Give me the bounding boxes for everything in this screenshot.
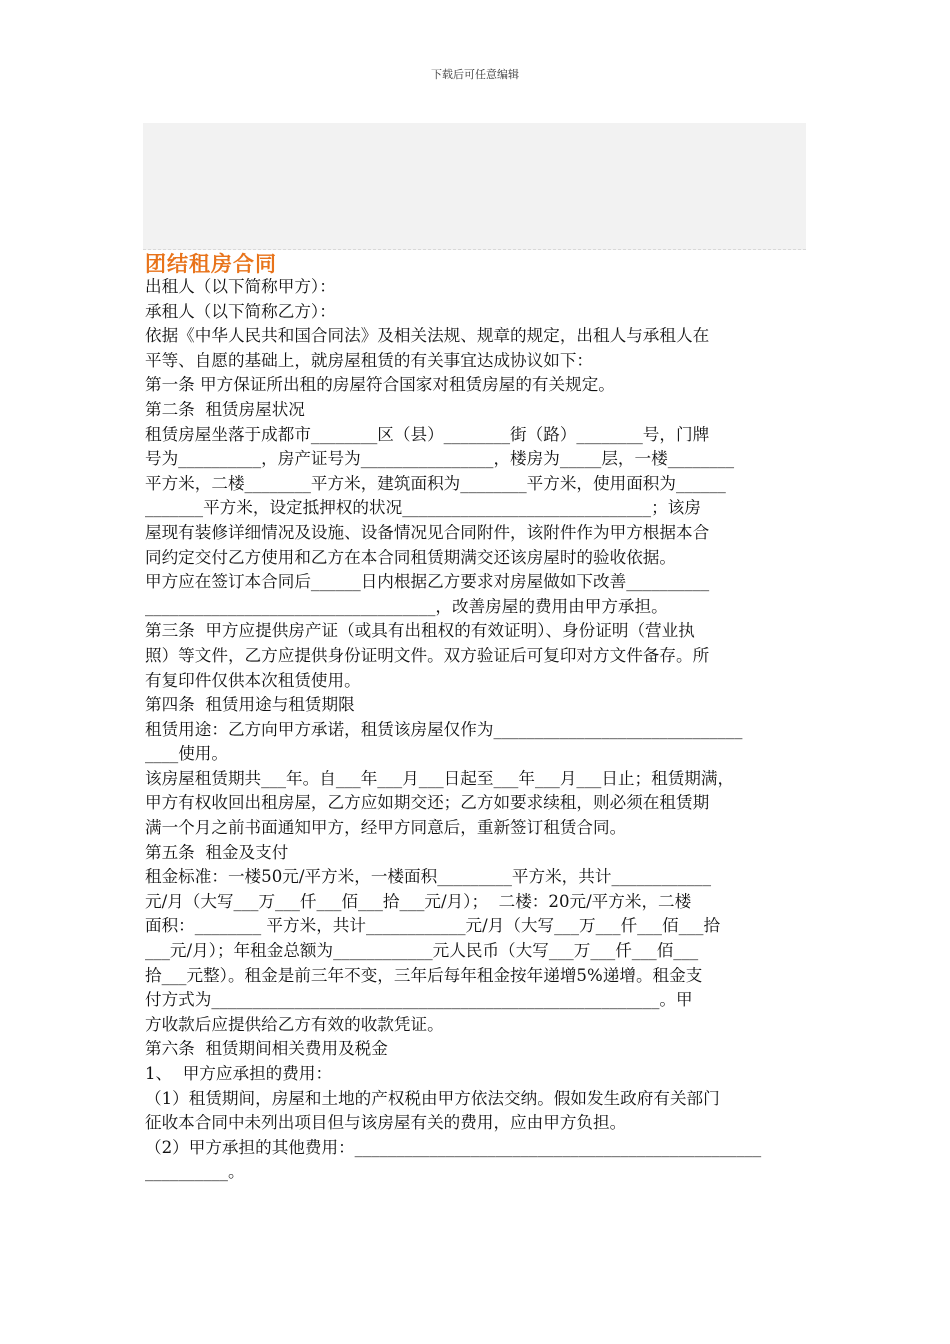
contract-line: （1）租赁期间，房屋和土地的产权税由甲方依法交纳。假如发生政府有关部门 — [145, 1088, 720, 1108]
contract-line: 号为__________，房产证号为________________，楼房为_____层，一楼________ — [145, 449, 735, 469]
contract-line: ___元/月）；年租金总额为____________元人民币（大写___万___仟___佰___ — [145, 941, 699, 961]
contract-line: 屋现有装修详细情况及设施、设备情况见合同附件，该附件作为甲方根据本合 — [145, 522, 710, 542]
contract-line: 依据《中华人民共和国合同法》及相关法规、规章的规定，出租人与承租人在 — [145, 326, 710, 346]
contract-line: （2）甲方承担的其他费用：_________________________________________________ — [145, 1137, 762, 1157]
contract-line: 照）等文件，乙方应提供身份证明文件。双方验证后可复印对方文件备存。所 — [145, 645, 710, 665]
contract-line: 租金标准：一楼50元/平方米，一楼面积_________平方米，共计____________ — [145, 867, 712, 887]
contract-line: 元/月（大写___万___仟___佰___拾___元/月）； 二楼：20元/平方米，二楼 — [145, 891, 692, 911]
contract-line: 面积：________ 平方米，共计____________元/月（大写___万___仟___佰___拾 — [145, 916, 721, 936]
contract-line: 该房屋租赁期共___年。自___年___月___日起至___年___月___日止；租赁期满， — [145, 768, 735, 788]
contract-line: 满一个月之前书面通知甲方，经甲方同意后，重新签订租赁合同。 — [145, 818, 627, 838]
contract-line: 平方米，二楼________平方米，建筑面积为________平方米，使用面积为______ — [145, 473, 726, 493]
contract-line: 付方式为______________________________________________________。甲 — [145, 990, 693, 1010]
header-note: 下载后可任意编辑 — [431, 68, 519, 81]
contract-line: 租赁房屋坐落于成都市________区（县）________街（路）________号，门牌 — [145, 424, 710, 444]
contract-line: 第三条 甲方应提供房产证（或具有出租权的有效证明）、身份证明（营业执 — [145, 621, 695, 641]
contract-body — [145, 275, 807, 1185]
contract-line: 第五条 租金及支付 — [145, 842, 289, 862]
contract-line: 承租人（以下简称乙方）： — [145, 301, 336, 321]
contract-line: __________。 — [145, 1162, 245, 1182]
header-banner — [143, 123, 806, 250]
contract-line: 第一条 甲方保证所出租的房屋符合国家对租赁房屋的有关规定。 — [145, 375, 615, 395]
contract-line: 甲方有权收回出租房屋，乙方应如期交还；乙方如要求续租，则必须在租赁期 — [145, 793, 710, 813]
contract-line: ___________________________________，改善房屋的费用由甲方承担。 — [145, 596, 668, 616]
contract-line: 平等、自愿的基础上，就房屋租赁的有关事宜达成协议如下： — [145, 350, 594, 370]
contract-line: 方收款后应提供给乙方有效的收款凭证。 — [145, 1014, 444, 1034]
contract-line: _______平方米，设定抵押权的状况______________________________；该房 — [145, 498, 701, 518]
contract-line: 同约定交付乙方使用和乙方在本合同租赁期满交还该房屋时的验收依据。 — [145, 547, 676, 567]
contract-line: 有复印件仅供本次租赁使用。 — [145, 670, 361, 690]
contract-line: 征收本合同中未列出项目但与该房屋有关的费用，应由甲方负担。 — [145, 1113, 627, 1133]
contract-line: 拾___元整）。租金是前三年不变，三年后每年租金按年递增5%递增。租金支 — [145, 965, 703, 985]
document-title: 团结租房合同 — [145, 252, 277, 276]
contract-line: 租赁用途：乙方向甲方承诺，租赁该房屋仅作为______________________________ — [145, 719, 743, 739]
contract-line: 1、 甲方应承担的费用： — [145, 1064, 333, 1083]
contract-line: 出租人（以下简称甲方）： — [145, 277, 336, 296]
contract-line: ____使用。 — [145, 744, 228, 764]
contract-line: 第四条 租赁用途与租赁期限 — [145, 695, 355, 715]
contract-line: 甲方应在签订本合同后______日内根据乙方要求对房屋做如下改善__________ — [145, 572, 710, 592]
contract-line: 第二条 租赁房屋状况 — [145, 399, 305, 419]
contract-line: 第六条 租赁期间相关费用及税金 — [145, 1039, 388, 1059]
